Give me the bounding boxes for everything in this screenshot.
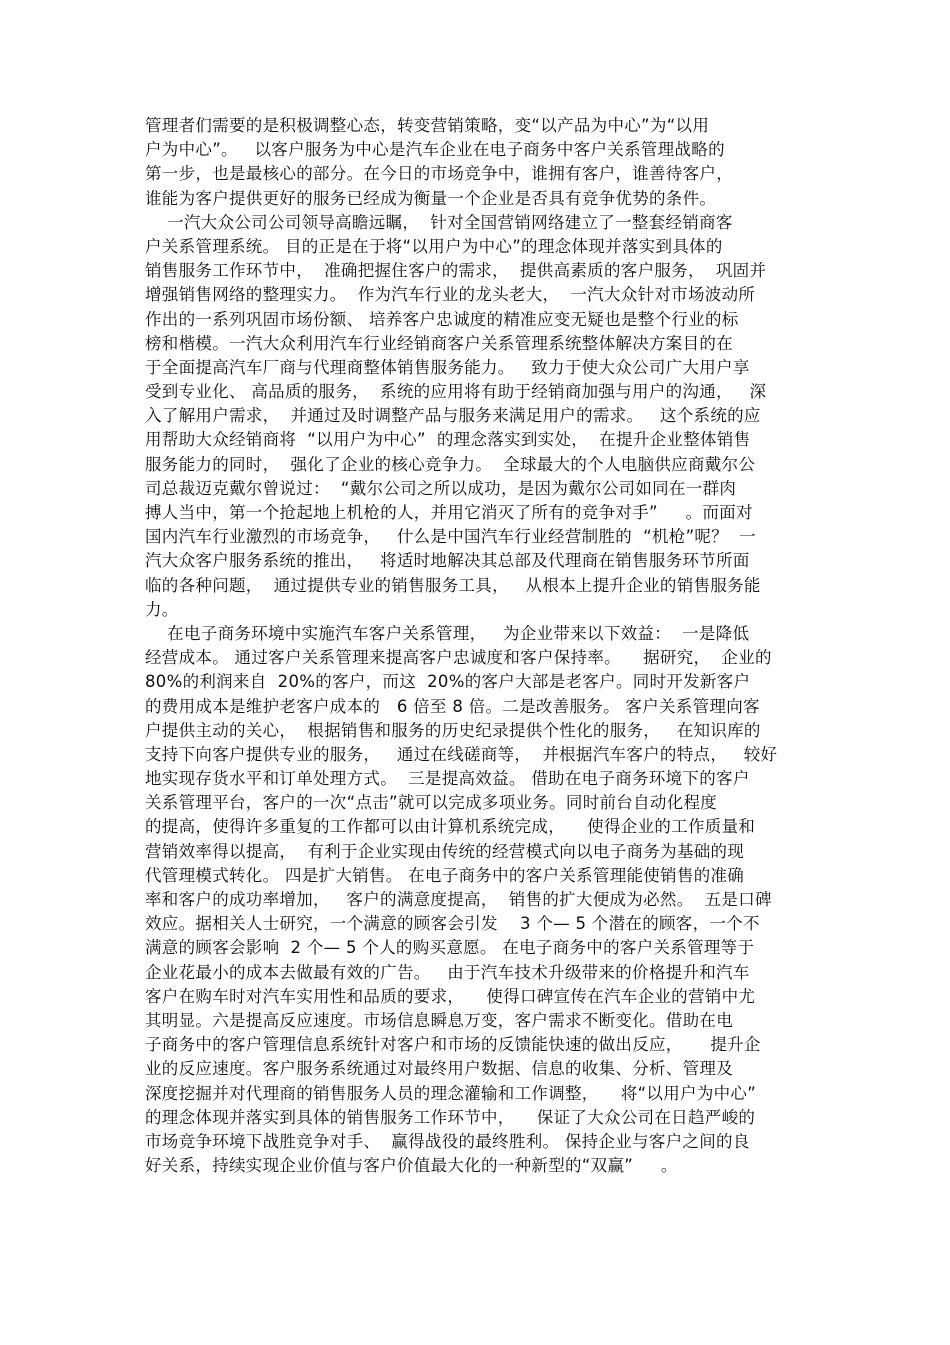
text-line: 增强销售网络的整理实力。 作为汽车行业的龙头老大， 一汽大众针对市场波动所 (145, 285, 756, 305)
text-line: 管理者们需要的是积极调整心态，转变营销策略，变“以产品为中心”为“以用 (145, 116, 710, 135)
text-line: 地实现存货水平和订单处理方式。 三是提高效益。 借助在电子商务环境下的客户 (145, 769, 750, 789)
text-line: 其明显。六是提高反应速度。市场信息瞬息万变，客户需求不断变化。借助在电 (145, 1010, 733, 1030)
text-line: 企业花最小的成本去做最有效的广告。 由于汽车技术升级带来的价格提升和汽车 (145, 962, 750, 982)
text-line: 销售服务工作环节中， 准确把握住客户的需求， 提供高素质的客户服务， 巩固并 (145, 261, 767, 281)
text-line: 市场竞争环境下战胜竞争对手、 赢得战役的最终胜利。 保持企业与客户之间的良 (145, 1131, 750, 1151)
text-line: 临的各种问题， 通过提供专业的销售服务工具， 从根本上提升企业的销售服务能 (145, 575, 761, 595)
text-line: 榜和楷模。一汽大众利用汽车行业经销商客户关系管理系统整体解决方案目的在 (145, 333, 733, 353)
text-line: 国内汽车行业激烈的市场竞争， 什么是中国汽车行业经营制胜的 “机枪”呢？ 一 (145, 527, 756, 547)
text-line: 入了解用户需求， 并通过及时调整产品与服务来满足用户的需求。 这个系统的应 (145, 406, 761, 426)
text-line: 营销效率得以提高， 有利于企业实现由传统的经营模式向以电子商务为基础的现 (145, 841, 745, 861)
text-line: 服务能力的同时， 强化了企业的核心竞争力。 全球最大的个人电脑供应商戴尔公 (145, 454, 756, 474)
text-line: 好关系，持续实现企业价值与客户价值最大化的一种新型的“双赢” 。 (145, 1156, 678, 1176)
text-line: 率和客户的成功率增加， 客户的满意度提高， 销售的扩大便成为必然。 五是口碑 (145, 890, 772, 909)
text-line: 作出的一系列巩固市场份额、 培养客户忠诚度的精准应变无疑也是整个行业的标 (145, 309, 739, 329)
text-line: 深度挖掘并对代理商的销售服务人员的理念灌输和工作调整， 将“以用户为中心” (145, 1083, 757, 1103)
text-line: 的理念体现并落实到具体的销售服务工作环节中， 保证了大众公司在日趋严峻的 (145, 1107, 756, 1127)
text-line: 关系管理平台，客户的一次“点击”就可以完成多项业务。同时前台自动化程度 (145, 793, 718, 813)
text-line: 搏人当中，第一个抢起地上机枪的人，并用它消灭了所有的竞争对手” 。而面对 (145, 503, 753, 522)
text-line: 子商务中的客户管理信息系统针对客户和市场的反馈能快速的做出反应， 提升企 (145, 1035, 761, 1055)
text-line: 效应。据相关人士研究，一个满意的顾客会引发 3 个— 5 个潜在的顾客，一个不 (145, 914, 760, 934)
text-line: 的提高，使得许多重复的工作都可以由计算机系统完成， 使得企业的工作质量和 (145, 817, 756, 837)
text-line: 代管理模式转化。 四是扩大销售。 在电子商务中的客户关系管理能使销售的准确 (145, 865, 745, 885)
text-line: 的费用成本是维护老客户成本的 6 倍至 8 倍。二是改善服务。 客户关系管理向客 (145, 696, 760, 716)
text-line: 经营成本。 通过客户关系管理来提高客户忠诚度和客户保持率。 据研究， 企业的 (145, 648, 772, 668)
text-line: 受到专业化、 高品质的服务， 系统的应用将有助于经销商加强与用户的沟通， 深 (145, 382, 767, 402)
text-line: 户关系管理系统。 目的正是在于将“以用户为中心”的理念体现并落实到具体的 (145, 236, 723, 256)
text-line: 在电子商务环境中实施汽车客户关系管理， 为企业带来以下效益： 一是降低 (145, 623, 750, 643)
text-line: 支持下向客户提供专业的服务， 通过在线磋商等， 并根据汽车客户的特点， 较好 (145, 744, 778, 764)
text-line: 力。 (145, 599, 179, 619)
text-line: 一汽大众公司公司领导高瞻远瞩， 针对全国营销网络建立了一整套经销商客 (145, 212, 733, 232)
text-line: 80%的利润来自 20%的客户，而这 20%的客户大部是老客户。同时开发新客户 (145, 672, 751, 692)
text-line: 第一步，也是最核心的部分。在今日的市场竞争中，谁拥有客户，谁善待客户， (145, 164, 733, 184)
text-line: 司总裁迈克戴尔曾说过： “戴尔公司之所以成功，是因为戴尔公司如同在一群肉 (145, 478, 737, 498)
body-text (145, 114, 815, 1178)
text-line: 业的反应速度。客户服务系统通过对最终用户数据、信息的收集、分析、管理及 (145, 1059, 733, 1079)
text-line: 客户在购车时对汽车实用性和品质的要求， 使得口碑宣传在汽车企业的营销中尤 (145, 986, 756, 1006)
text-line: 用帮助大众经销商将 “以用户为中心” 的理念落实到实处， 在提升企业整体销售 (145, 430, 751, 450)
text-line: 户为中心”。 以客户服务为中心是汽车企业在电子商务中客户关系管理战略的 (145, 140, 725, 160)
text-line: 谁能为客户提供更好的服务已经成为衡量一个企业是否具有竞争优势的条件。 (145, 188, 717, 208)
text-line: 汽大众客户服务系统的推出， 将适时地解决其总部及代理商在销售服务环节所面 (145, 551, 750, 571)
text-line: 户提供主动的关心， 根据销售和服务的历史纪录提供个性化的服务， 在知识库的 (145, 720, 761, 740)
text-line: 满意的顾客会影响 2 个— 5 个人的购买意愿。 在电子商务中的客户关系管理等于 (145, 938, 755, 958)
text-line: 于全面提高汽车厂商与代理商整体销售服务能力。 致力于使大众公司广大用户享 (145, 357, 750, 377)
